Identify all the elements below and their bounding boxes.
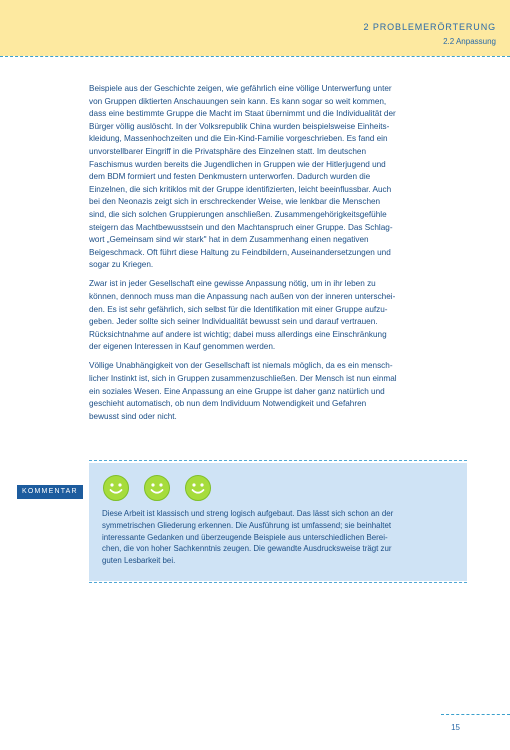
comment-line: chen, die von hoher Sachkenntnis zeugen. Die gewandte Ausdrucksweise trägt zur	[102, 544, 392, 554]
comment-line: Diese Arbeit ist klassisch und streng logisch aufgebaut. Das lässt sich schon an der	[102, 509, 394, 518]
smiley-face-icon	[184, 474, 212, 502]
text-line: von Gruppen diktierten Anschauungen sein kann. Es kann sogar so weit kommen,	[89, 96, 387, 106]
text-line: unvorstellbarer Eingriff in die Privatsphäre des Einzelnen statt. Im deutschen	[89, 146, 367, 156]
text-line: Einzelnen, die sich kritiklos mit der Gruppe identifizierten, leicht beeinflussbar. Auch	[89, 184, 392, 194]
header-divider	[0, 56, 510, 57]
footer-divider	[441, 714, 510, 715]
text-line: der eigenen Interessen in Kauf genommen werden.	[89, 342, 276, 352]
text-line: sogar zu Kriegen.	[89, 260, 154, 270]
comment-line: symmetrischen Gliederung erkennen. Die Ausführung ist umfassend; sie beinhaltet	[102, 520, 392, 530]
text-line: kleidung, Massenhochzeiten und die Ein-Kind-Familie vorgeschrieben. Es fand ein	[89, 134, 388, 144]
section-title: 2.2 Anpassung	[443, 37, 496, 46]
text-line: ein soziales Wesen. Eine Anpassung an eine Gruppe ist daher ganz natürlich und	[89, 386, 385, 396]
text-line: dass eine bestimmte Gruppe die Macht im Staat übernimmt und die Individualität der	[89, 109, 396, 119]
text-line: Rücksichtnahme auf andere ist wichtig; dabei muss allerdings eine Einschränkung	[89, 329, 387, 339]
comment-divider-top	[89, 460, 467, 461]
paragraph-2	[89, 278, 467, 354]
page-header	[0, 0, 510, 56]
text-line: licher Instinkt ist, sich in Gruppen zusammenzuschließen. Der Mensch ist nun einmal	[89, 374, 397, 384]
text-line: Völlige Unabhängigkeit von der Gesellschaft ist niemals möglich, da es ein mensch-	[89, 361, 393, 371]
page-number: 15	[451, 723, 460, 732]
paragraph-3	[89, 360, 467, 423]
text-line: Faschismus wurden bereits die Jugendlichen in Gruppen wie der Hitlerjugend und	[89, 159, 386, 169]
comment-line: interessante Gedanken und überzeugende Beispiele aus unterschiedlichen Berei-	[102, 532, 388, 542]
text-line: können, dennoch muss man die Anpassung nach außen von der inneren unterschei-	[89, 292, 396, 301]
text-line: dem BDM formiert und festen Denkmustern unterworfen. Dadurch wurden die	[89, 172, 371, 182]
chapter-title: 2 PROBLEMERÖRTERUNG	[363, 22, 496, 32]
text-line: geschieht automatisch, ob nun dem Individuum Notwendigkeit und Gefahren	[89, 399, 367, 409]
comment-text	[102, 508, 457, 567]
text-line: steigern das Machtbewusstsein und den Machtanspruch einer Gruppe. Das Schlag-	[89, 222, 393, 232]
text-line: Bürger völlig auslöscht. In der Volksrepublik China wurden beispielsweise Einheits-	[89, 121, 390, 131]
body-text	[89, 83, 467, 430]
text-line: sind, die sich solchen Gruppierungen anschließen. Zusammengehörigkeitsgefühle	[89, 209, 387, 219]
smiley-face-icon	[102, 474, 130, 502]
text-line: wort „Gemeinsam sind wir stark" hat in dem Zusammenhang einen negativen	[89, 235, 369, 245]
text-line: Zwar ist in jeder Gesellschaft eine gewisse Anpassung nötig, um in ihr leben zu	[89, 279, 376, 289]
smiley-face-icon	[143, 474, 171, 502]
text-line: bei den Neonazis zeigt sich in erschreckender Weise, wie lenkbar die Menschen	[89, 197, 381, 207]
text-line: Beispiele aus der Geschichte zeigen, wie gefährlich eine völlige Unterwerfung unter	[89, 84, 392, 93]
paragraph-1	[89, 83, 467, 272]
text-line: den. Es ist sehr gefährlich, sich selbst für die Identifikation mit einer Gruppe aufzu-	[89, 304, 388, 314]
text-line: bewusst sind oder nicht.	[89, 411, 177, 421]
comment-line: guten Lesbarkeit bei.	[102, 556, 176, 566]
text-line: Beigeschmack. Oft führt diese Haltung zu Feindbildern, Auseinandersetzungen und	[89, 247, 391, 257]
text-line: geben. Jeder sollte sich seiner Individualität bewusst sein und darauf vertrauen.	[89, 317, 378, 327]
comment-divider-bottom	[89, 582, 467, 583]
kommentar-label: KOMMENTAR	[17, 485, 83, 499]
